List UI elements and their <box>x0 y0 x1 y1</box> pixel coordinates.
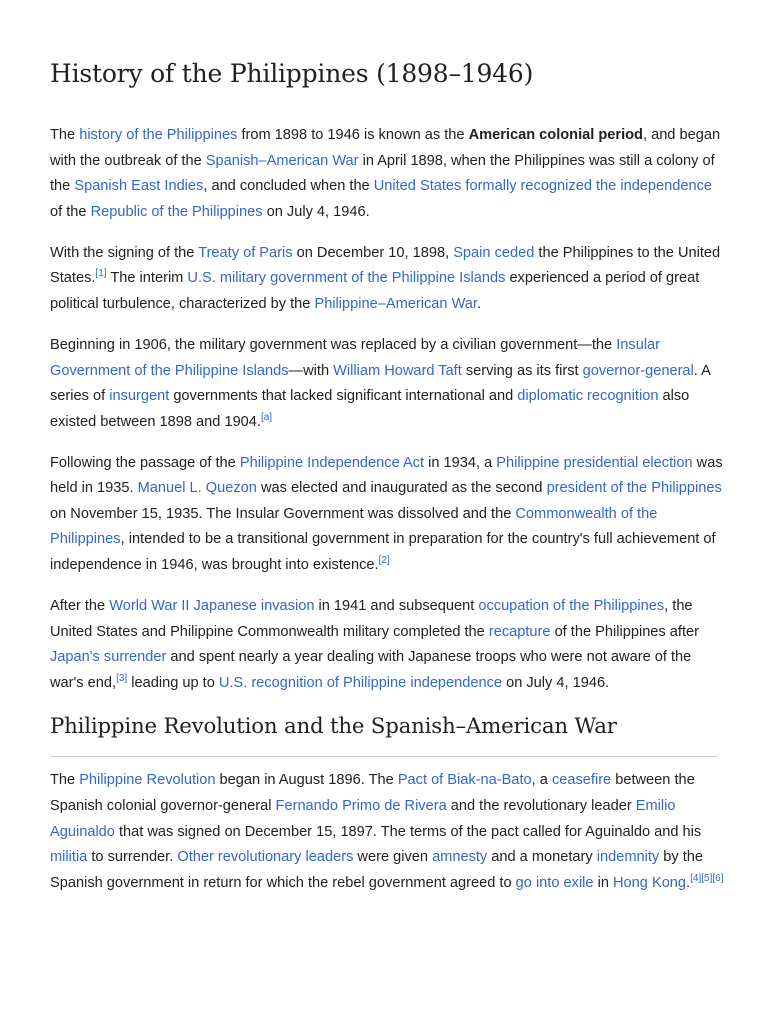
text-run: , intended to be a transitional government in preparation for the country's full achievement of independence in 1946, was brought into existence. <box>50 531 716 574</box>
link-diplomatic-recognition[interactable]: diplomatic recognition <box>517 388 659 405</box>
text-run: After the <box>50 598 110 615</box>
text-run: to surrender. <box>87 849 178 866</box>
citation-3[interactable]: [3] <box>116 672 128 684</box>
text-run: in April 1898, when the Philippines was still a colony of the <box>50 152 715 195</box>
text-run: on December 10, 1898, <box>292 244 454 261</box>
text-run: . <box>686 874 691 891</box>
text-run: in 1941 and subsequent <box>314 598 479 615</box>
text-run: by the Spanish government in return for which the rebel government agreed to <box>50 849 704 891</box>
link-hong-kong[interactable]: Hong Kong <box>613 874 687 891</box>
citation-5-sup <box>701 873 712 884</box>
text-run: on November 15, 1935. The Insular Government was dissolved and the <box>50 505 516 522</box>
link-militia[interactable]: militia <box>50 849 88 866</box>
link-governor-general[interactable]: governor-general <box>582 362 694 379</box>
text-run: between the Spanish colonial governor-general <box>50 772 695 815</box>
text-run: Beginning in 1906, the military government was replaced by a civilian government—the <box>50 336 617 353</box>
link-commonwealth-of-the-philippines[interactable]: Commonwealth of the Philippines <box>50 505 658 548</box>
link-ceasefire[interactable]: ceasefire <box>551 772 612 789</box>
link-president-of-the-philippines[interactable]: president of the Philippines <box>546 480 722 497</box>
link-pact-of-biak-na-bato[interactable]: Pact of Biak-na-Bato <box>397 772 532 789</box>
link-spain-ceded[interactable]: Spain ceded <box>453 244 535 261</box>
text-run: The <box>50 127 80 143</box>
paragraph-p1 <box>50 123 725 225</box>
text-run: . A series of <box>50 362 711 405</box>
link-philippine-independence-act[interactable]: Philippine Independence Act <box>239 454 425 471</box>
citation-1[interactable]: [1] <box>95 268 107 280</box>
paragraph-s1p1 <box>50 768 725 896</box>
text-run: The interim <box>106 270 188 287</box>
text-run: from 1898 to 1946 is known as the <box>237 127 469 143</box>
paragraph-p3 <box>50 333 725 435</box>
citation-4-sup <box>690 873 701 884</box>
text-run: began in August 1896. The <box>215 772 398 789</box>
link-insurgent[interactable]: insurgent <box>109 388 170 405</box>
link-spanish-east-indies[interactable]: Spanish East Indies <box>74 178 204 195</box>
paragraph-p5 <box>50 594 725 696</box>
citation-6[interactable]: [6] <box>712 872 724 884</box>
text-run: of the Philippines after <box>550 623 699 640</box>
text-run: —with <box>288 362 334 379</box>
text-run: governments that lacked significant international and <box>169 388 518 405</box>
link-occupation-of-the-philippines[interactable]: occupation of the Philippines <box>478 598 665 615</box>
paragraph-p2 <box>50 241 725 318</box>
text-run: With the signing of the <box>50 244 199 261</box>
section-body <box>50 768 724 896</box>
link-spanish-american-war[interactable]: Spanish–American War <box>205 152 359 169</box>
section-heading: Philippine Revolution and the Spanish–American War <box>50 712 718 757</box>
link-other-revolutionary-leaders[interactable]: Other revolutionary leaders <box>177 849 354 866</box>
citation-4[interactable]: [4] <box>690 872 702 884</box>
citation-2-sup <box>379 555 390 566</box>
text-run: . <box>476 295 482 312</box>
text-run: experienced a period of great political turbulence, characterized by the <box>50 270 700 312</box>
text-run: , the United States and Philippine Commonwealth military completed the <box>50 598 693 640</box>
link-insular-government[interactable]: Insular Government of the Philippine Islands <box>50 336 661 379</box>
text-run: also existed between 1898 and 1904. <box>50 388 690 430</box>
link-us-military-government[interactable]: U.S. military government of the Philippine Islands <box>187 270 506 287</box>
text-run: serving as its first <box>461 362 583 379</box>
text-run: was elected and inaugurated as the second <box>256 480 547 497</box>
citation-1-sup <box>95 268 106 279</box>
text-run: in <box>593 874 614 891</box>
text-run: The <box>50 772 80 789</box>
link-us-recognized-independence[interactable]: United States formally recognized the independence <box>373 178 713 195</box>
text-run: Following the passage of the <box>50 454 240 471</box>
link-manuel-quezon[interactable]: Manuel L. Quezon <box>137 480 257 497</box>
link-fernando-primo-de-rivera[interactable]: Fernando Primo de Rivera <box>275 798 447 815</box>
text-run: in 1934, a <box>424 454 497 471</box>
text-run: of the <box>50 203 91 220</box>
page-title: History of the Philippines (1898–1946) <box>50 59 534 88</box>
link-philippine-american-war[interactable]: Philippine–American War <box>314 295 477 312</box>
link-emilio-aguinaldo[interactable]: Emilio Aguinaldo <box>50 798 676 840</box>
text-run: were given <box>353 849 433 866</box>
text-run: and a monetary <box>487 849 597 866</box>
link-japans-surrender[interactable]: Japan's surrender <box>50 649 167 666</box>
citation-5[interactable]: [5] <box>701 872 713 884</box>
text-run: , and concluded when the <box>203 178 374 195</box>
link-amnesty[interactable]: amnesty <box>432 849 488 866</box>
text-run: leading up to <box>127 674 219 691</box>
article-intro <box>50 123 723 696</box>
citation-3-sup <box>116 673 127 684</box>
text-run: that was signed on December 15, 1897. The terms of the pact called for Aguinaldo and his <box>114 823 702 840</box>
note-a-sup <box>261 412 272 423</box>
text-run: and the revolutionary leader <box>446 798 636 815</box>
text-run: and spent nearly a year dealing with Japanese troops who were not aware of the war's end, <box>50 649 692 691</box>
paragraph-p4 <box>50 451 725 579</box>
text-run: on July 4, 1946. <box>502 674 610 691</box>
text-run: , and began with the outbreak of the <box>50 127 721 169</box>
link-recapture[interactable]: recapture <box>488 623 551 640</box>
link-history-of-the-philippines[interactable]: history of the Philippines <box>79 127 238 143</box>
bold-term: American colonial period <box>468 127 643 143</box>
text-run: , a <box>531 772 552 789</box>
link-japanese-invasion[interactable]: World War II Japanese invasion <box>109 598 315 615</box>
text-run: on July 4, 1946. <box>262 203 370 220</box>
citation-2[interactable]: [2] <box>378 555 390 567</box>
citation-6-sup <box>712 873 723 884</box>
link-philippine-revolution[interactable]: Philippine Revolution <box>79 772 216 789</box>
link-us-recognition-of-independence[interactable]: U.S. recognition of Philippine independence <box>218 674 503 691</box>
text-run: the Philippines to the United States. <box>50 244 721 287</box>
link-treaty-of-paris[interactable]: Treaty of Paris <box>198 244 293 261</box>
link-go-into-exile[interactable]: go into exile <box>515 874 594 891</box>
link-william-howard-taft[interactable]: William Howard Taft <box>333 362 462 379</box>
link-republic-of-the-philippines[interactable]: Republic of the Philippines <box>90 203 263 220</box>
note-a[interactable]: [a] <box>260 411 273 423</box>
text-run: was held in 1935. <box>50 454 723 497</box>
link-philippine-presidential-election[interactable]: Philippine presidential election <box>496 454 693 471</box>
link-indemnity[interactable]: indemnity <box>596 849 660 866</box>
